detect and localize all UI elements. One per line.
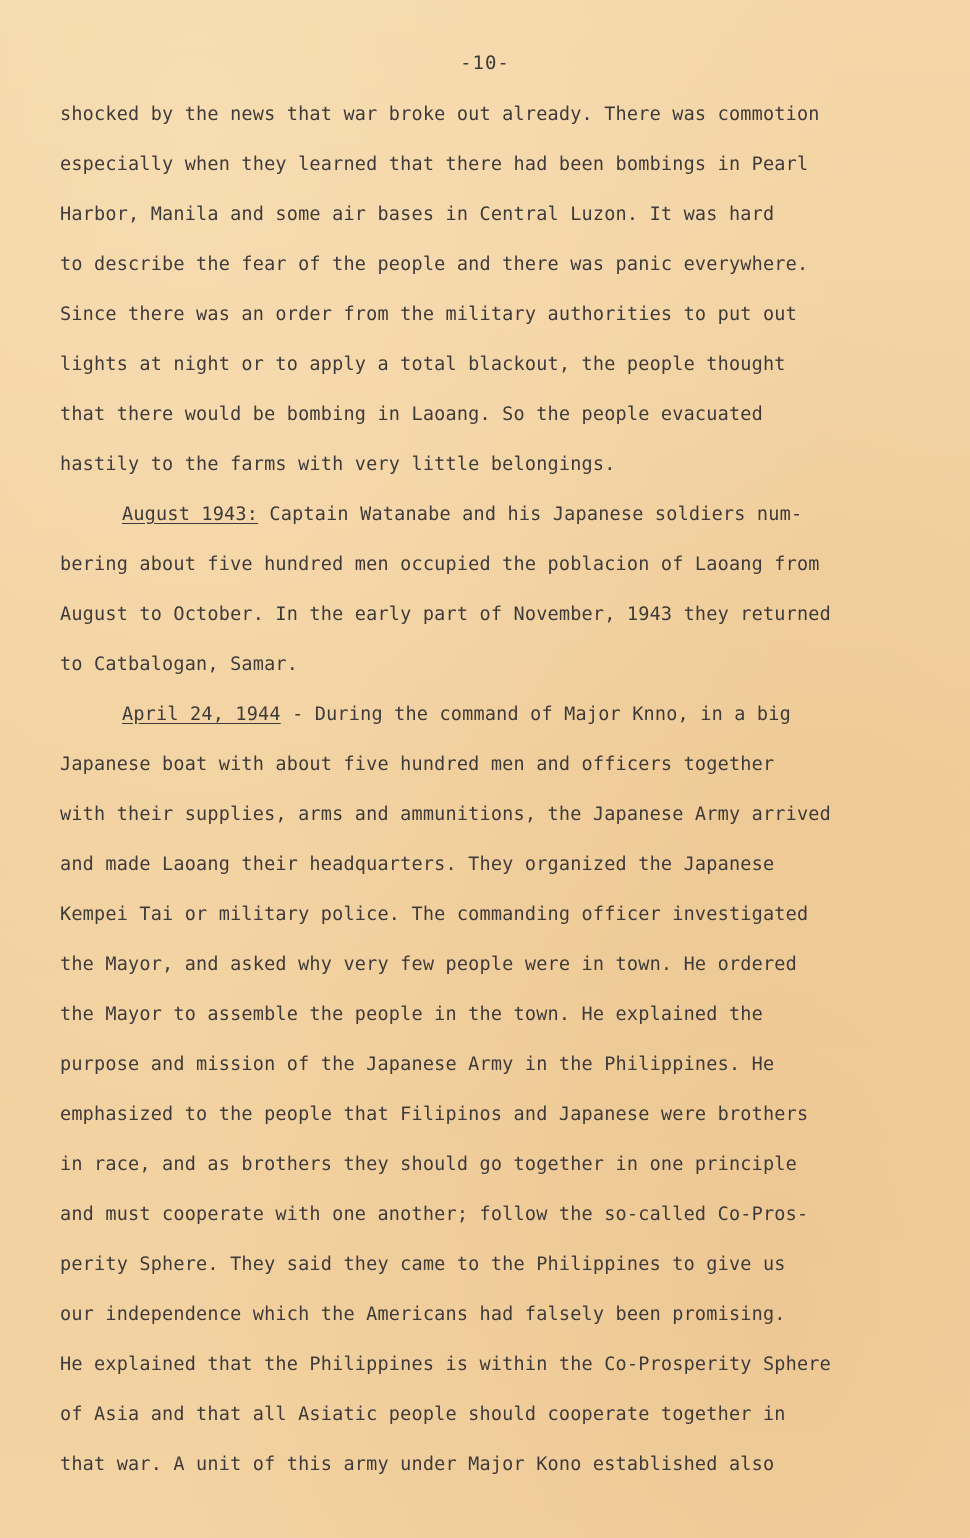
page-number: -10- bbox=[460, 52, 510, 74]
april-section-heading-line bbox=[60, 696, 940, 746]
text-line: shocked by the news that war broke out already. There was commotion bbox=[60, 104, 820, 125]
text-line: emphasized to the people that Filipinos and Japanese were brothers bbox=[60, 1104, 809, 1125]
august-section-heading-line bbox=[60, 496, 940, 546]
text-line: our independence which the Americans had falsely been promising. bbox=[60, 1304, 786, 1325]
text-line: Kempei Tai or military police. The commanding officer investigated bbox=[60, 904, 809, 925]
text-line: that war. A unit of this army under Major Kono established also bbox=[60, 1454, 775, 1475]
text-line: lights at night or to apply a total blackout, the people thought bbox=[60, 354, 786, 375]
text-line: especially when they learned that there had been bombings in Pearl bbox=[60, 154, 809, 175]
april-date-label: April 24, 1944 bbox=[122, 704, 281, 725]
text-line: Japanese boat with about five hundred men and officers together bbox=[60, 754, 775, 775]
text-line: August to October. In the early part of November, 1943 they returned bbox=[60, 604, 831, 625]
text-line: of Asia and that all Asiatic people should cooperate together in bbox=[60, 1404, 786, 1425]
text-line: to describe the fear of the people and there was panic everywhere. bbox=[60, 254, 809, 275]
text-line: Since there was an order from the military authorities to put out bbox=[60, 304, 797, 325]
text-line: in race, and as brothers they should go together in one principle bbox=[60, 1154, 797, 1175]
text-line: the Mayor, and asked why very few people were in town. He ordered bbox=[60, 954, 797, 975]
text-line: bering about five hundred men occupied the poblacion of Laoang from bbox=[60, 554, 820, 575]
text-line: hastily to the farms with very little belongings. bbox=[60, 454, 616, 475]
text-line: the Mayor to assemble the people in the town. He explained the bbox=[60, 1004, 763, 1025]
body-text bbox=[60, 96, 940, 1496]
text-line: that there would be bombing in Laoang. So the people evacuated bbox=[60, 404, 763, 425]
august-first-line-text: Captain Watanabe and his Japanese soldiers num- bbox=[258, 504, 803, 525]
text-line: perity Sphere. They said they came to the Philippines to give us bbox=[60, 1254, 786, 1275]
text-line: and must cooperate with one another; follow the so-called Co-Pros- bbox=[60, 1204, 809, 1225]
text-line: to Catbalogan, Samar. bbox=[60, 654, 299, 675]
text-line: purpose and mission of the Japanese Army in the Philippines. He bbox=[60, 1054, 775, 1075]
text-line: and made Laoang their headquarters. They organized the Japanese bbox=[60, 854, 775, 875]
text-line: with their supplies, arms and ammunitions, the Japanese Army arrived bbox=[60, 804, 831, 825]
august-date-label: August 1943: bbox=[122, 504, 259, 525]
text-line: Harbor, Manila and some air bases in Central Luzon. It was hard bbox=[60, 204, 775, 225]
text-line: He explained that the Philippines is within the Co-Prosperity Sphere bbox=[60, 1354, 831, 1375]
april-first-line-text: - During the command of Major Knno, in a big bbox=[280, 704, 791, 725]
